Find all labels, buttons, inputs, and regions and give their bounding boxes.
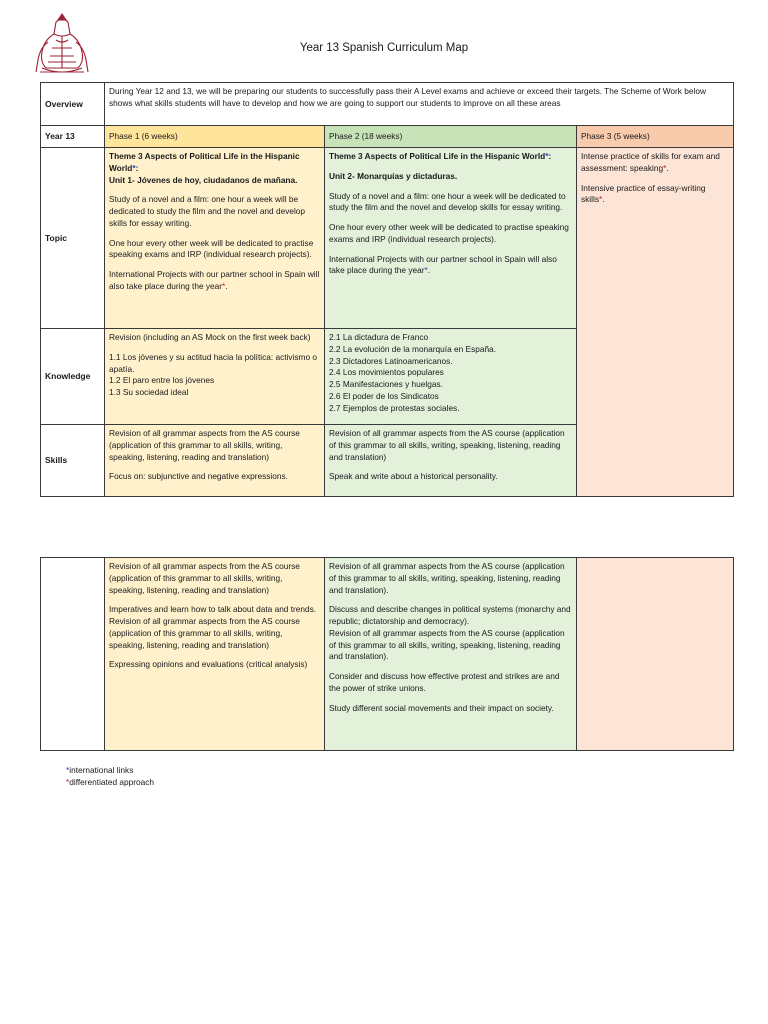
diff-star: *: [222, 281, 226, 292]
list-item: 2.6 El poder de los Sindicatos: [329, 390, 439, 401]
phase1-header: Phase 1 (6 weeks): [105, 126, 325, 148]
footnotes: [66, 764, 154, 788]
topic-phase1-cell: [105, 148, 325, 329]
list-item: 2.4 Los movimientos populares: [329, 367, 444, 378]
knowledge-phase1-list: [109, 352, 320, 399]
skills-phase2-revision: Revision of all grammar aspects from the AS course (application of this grammar to all skills, writing, speaking, listening, reading and translation): [329, 428, 565, 462]
intl-star: *: [424, 265, 428, 276]
phase2-discuss: Discuss and describe changes in political systems (monarchy and republic; dictatorship and democracy). Revision of all grammar aspects from the AS course (application of this grammar to all skills, writing, speaking, listening, reading and translation).: [329, 604, 571, 662]
topic-phase2-speaking: One hour every other week will be dedicated to practise speaking exams and IRP (individual research projects).: [329, 222, 569, 244]
skills-phase2-cell: [325, 425, 577, 497]
skills-continued-row: [41, 558, 734, 751]
topic-phase2-intl: International Projects with our partner school in Spain will also take place during the year*.: [329, 253, 557, 276]
diff-star: *: [663, 162, 667, 173]
list-item: 2.3 Dictadores Latinoamericanos.: [329, 355, 453, 366]
overview-text: During Year 12 and 13, we will be preparing our students to successfully pass their A Level exams and achieve or exceed their targets. The Scheme of Work below shows what skills students will have to develop and how we are going to support our students to improve on all these areas: [105, 83, 734, 126]
topic-phase2-theme: Theme 3 Aspects of Political Life in the Hispanic World*:: [329, 151, 552, 161]
topic-phase2-novel: Study of a novel and a film: one hour a week will be dedicated to study the film and the novel and develop skills for essay writing.: [329, 190, 566, 213]
phase2-protest: Consider and discuss how effective protest and strikes are and the power of strike unions.: [329, 671, 560, 694]
skills-label: Skills: [41, 425, 105, 497]
skills-phase2-speak: Speak and write about a historical personality.: [329, 471, 498, 482]
topic-phase3-exam: Intense practice of skills for exam and assessment: speaking*.: [581, 151, 720, 173]
phase1-opinions: Expressing opinions and evaluations (critical analysis): [109, 659, 308, 670]
phase3-cell: [577, 148, 734, 497]
skills-continued-table: [40, 557, 734, 751]
phase1-rev1: Revision of all grammar aspects from the AS course (application of this grammar to all skills, writing, speaking, listening, reading and translation): [109, 561, 300, 595]
phase2-rev1: Revision of all grammar aspects from the AS course (application of this grammar to all skills, writing, speaking, listening, reading and translation).: [329, 561, 565, 595]
skills-phase1-revision: Revision of all grammar aspects from the AS course (application of this grammar to all skills, writing, speaking, listening, reading and translation): [109, 428, 300, 462]
topic-phase2-cell: [325, 148, 577, 329]
list-item: 2.7 Ejemplos de protestas sociales.: [329, 402, 460, 413]
skills-phase1-focus: Focus on: subjunctive and negative expressions.: [109, 471, 288, 482]
phase3-header: Phase 3 (5 weeks): [577, 126, 734, 148]
topic-phase3-essay: Intensive practice of essay-writing skills*.: [581, 182, 706, 205]
overview-row: [41, 83, 734, 126]
knowledge-phase2-cell: [325, 329, 577, 425]
topic-phase1-speaking: One hour every other week will be dedicated to practise speaking exams and IRP (individual research projects).: [109, 237, 314, 260]
footnote-diff: *differentiated approach: [66, 777, 154, 788]
footnote-intl: *international links: [66, 765, 134, 775]
curriculum-table: [40, 82, 734, 497]
knowledge-phase1-revision: Revision (including an AS Mock on the first week back): [109, 332, 311, 342]
topic-phase2-unit: Unit 2- Monarquías y dictaduras.: [329, 170, 458, 181]
skills-continued-phase3-cell: [577, 558, 734, 751]
list-item: 1.1 Los jóvenes y su actitud hacia la política: activismo o apatía.: [109, 351, 317, 374]
phase2-movements: Study different social movements and their impact on society.: [329, 702, 554, 713]
topic-label: Topic: [41, 148, 105, 329]
knowledge-label: Knowledge: [41, 329, 105, 425]
year-row: [41, 126, 734, 148]
year-label: Year 13: [41, 126, 105, 148]
list-item: 1.3 Su sociedad ideal: [109, 387, 189, 398]
intl-star: *: [132, 162, 136, 173]
skills-phase1-cell: [105, 425, 325, 497]
overview-label: Overview: [41, 83, 105, 126]
list-item: 2.2 La evolución de la monarquía en España.: [329, 343, 496, 354]
topic-phase1-theme: Theme 3 Aspects of Political Life in the Hispanic World*: Unit 1- Jóvenes de hoy, ciudadanos de mañana.: [109, 151, 300, 185]
intl-star: *: [545, 151, 549, 161]
list-item: 2.5 Manifestaciones y huelgas.: [329, 379, 443, 390]
topic-row: [41, 148, 734, 329]
topic-phase1-novel: Study of a novel and a film: one hour a week will be dedicated to study the film and the novel and develop skills for essay writing.: [109, 194, 306, 228]
phase2-header: Phase 2 (18 weeks): [325, 126, 577, 148]
phase1-imperatives: Imperatives and learn how to talk about data and trends. Revision of all grammar aspects from the AS course (application of this grammar to all skills, writing, speaking, listening, reading and translation): [109, 604, 317, 650]
topic-phase1-intl: International Projects with our partner school in Spain will also take place during the year*.: [109, 269, 320, 292]
phase2-rev2: Revision of all grammar aspects from the AS course (application of this grammar to all skills, writing, speaking, listening, reading and translation).: [329, 627, 565, 662]
phase1-rev2: Revision of all grammar aspects from the AS course (application of this grammar to all skills, writing, speaking, listening, reading and translation): [109, 616, 300, 650]
skills-continued-phase2-cell: [325, 558, 577, 751]
knowledge-phase1-cell: [105, 329, 325, 425]
list-item: 1.2 El paro entre los jóvenes: [109, 375, 215, 386]
diff-star: *: [598, 194, 603, 205]
empty-label-cell: [41, 558, 105, 751]
page-title: Year 13 Spanish Curriculum Map: [299, 42, 469, 54]
topic-phase1-unit: Unit 1- Jóvenes de hoy, ciudadanos de mañana.: [109, 174, 298, 185]
list-item: 2.1 La dictadura de Franco: [329, 332, 429, 342]
skills-continued-phase1-cell: [105, 558, 325, 751]
